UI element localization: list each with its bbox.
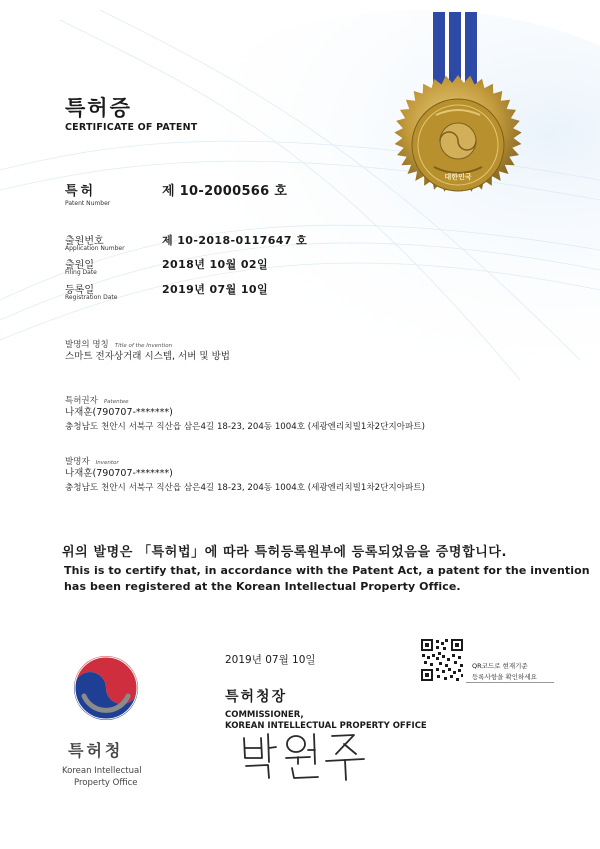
- seal-caption: 대한민국: [444, 173, 472, 181]
- application-number-value: 제 10-2018-0117647 호: [162, 234, 308, 247]
- inventor-address: 충청남도 천안시 서북구 직산읍 삼은4길 18-23, 204동 1004호 (세광엔리치빌1차2단지아파트): [65, 483, 425, 493]
- qr-code: [420, 638, 464, 682]
- commissioner-title-en-line2: KOREAN INTELLECTUAL PROPERTY OFFICE: [225, 721, 427, 731]
- organization-name-en-line2: Property Office: [74, 778, 138, 788]
- patentee-label-ko: 특허권자: [65, 396, 98, 406]
- registration-date-label-en: Registration Date: [65, 294, 118, 301]
- inventor-name: 나재훈(790707-*******): [65, 468, 173, 479]
- registration-date-label-ko: 등록일: [65, 285, 94, 296]
- invention-title: 스마트 전자상거래 시스템, 서버 및 방법: [65, 351, 230, 362]
- commissioner-title-en-line1: COMMISSIONER,: [225, 710, 304, 720]
- inventor-label-en: Inventor: [95, 460, 119, 466]
- qr-note-line1: QR코드로 현재기준: [472, 662, 528, 670]
- registration-date-value: 2019년 07월 10일: [162, 283, 268, 296]
- certification-text-en-line1: This is to certify that, in accordance with the Patent Act, a patent for the invention: [64, 564, 590, 577]
- patentee-name: 나재훈(790707-*******): [65, 407, 173, 418]
- filing-date-value: 2018년 10월 02일: [162, 258, 268, 271]
- filing-date-label-ko: 출원일: [65, 260, 94, 271]
- commissioner-title-ko: 특허청장: [225, 689, 288, 705]
- commissioner-signature: [238, 728, 378, 784]
- patentee-address: 충청남도 천안시 서북구 직산읍 삼은4길 18-23, 204동 1004호 (세광엔리치빌1차2단지아파트): [65, 422, 425, 432]
- certification-text-ko: 위의 발명은 「특허법」에 따라 특허등록원부에 등록되었음을 증명합니다.: [62, 545, 508, 560]
- application-number-label-ko: 출원번호: [65, 236, 104, 247]
- gold-seal: [388, 75, 528, 215]
- inventor-label-ko: 발명자: [65, 457, 90, 467]
- qr-note-line2: 등록사항을 확인하세요: [472, 673, 537, 681]
- application-number-label-en: Application Number: [65, 245, 125, 252]
- invention-label-ko: 발명의 명칭: [65, 340, 109, 350]
- filing-date-label-en: Filing Date: [65, 269, 97, 276]
- organization-name-ko: 특허청: [68, 741, 124, 760]
- certificate-title-ko: 특허증: [65, 96, 132, 120]
- certification-text-en-line2: has been registered at the Korean Intellectual Property Office.: [64, 580, 461, 593]
- kipo-logo: [70, 652, 142, 724]
- issue-date: 2019년 07월 10일: [225, 654, 316, 666]
- certificate-title-en: CERTIFICATE OF PATENT: [65, 122, 198, 133]
- organization-name-en-line1: Korean Intellectual: [62, 766, 142, 776]
- patentee-label-en: Patentee: [103, 399, 129, 405]
- patent-number-value: 제 10-2000566 호: [162, 184, 288, 199]
- patent-number-label-ko: 특허: [65, 184, 97, 199]
- patent-number-label-en: Patent Number: [65, 200, 111, 207]
- qr-note-underline: [466, 682, 554, 683]
- invention-label-en: Title of the Invention: [114, 343, 173, 349]
